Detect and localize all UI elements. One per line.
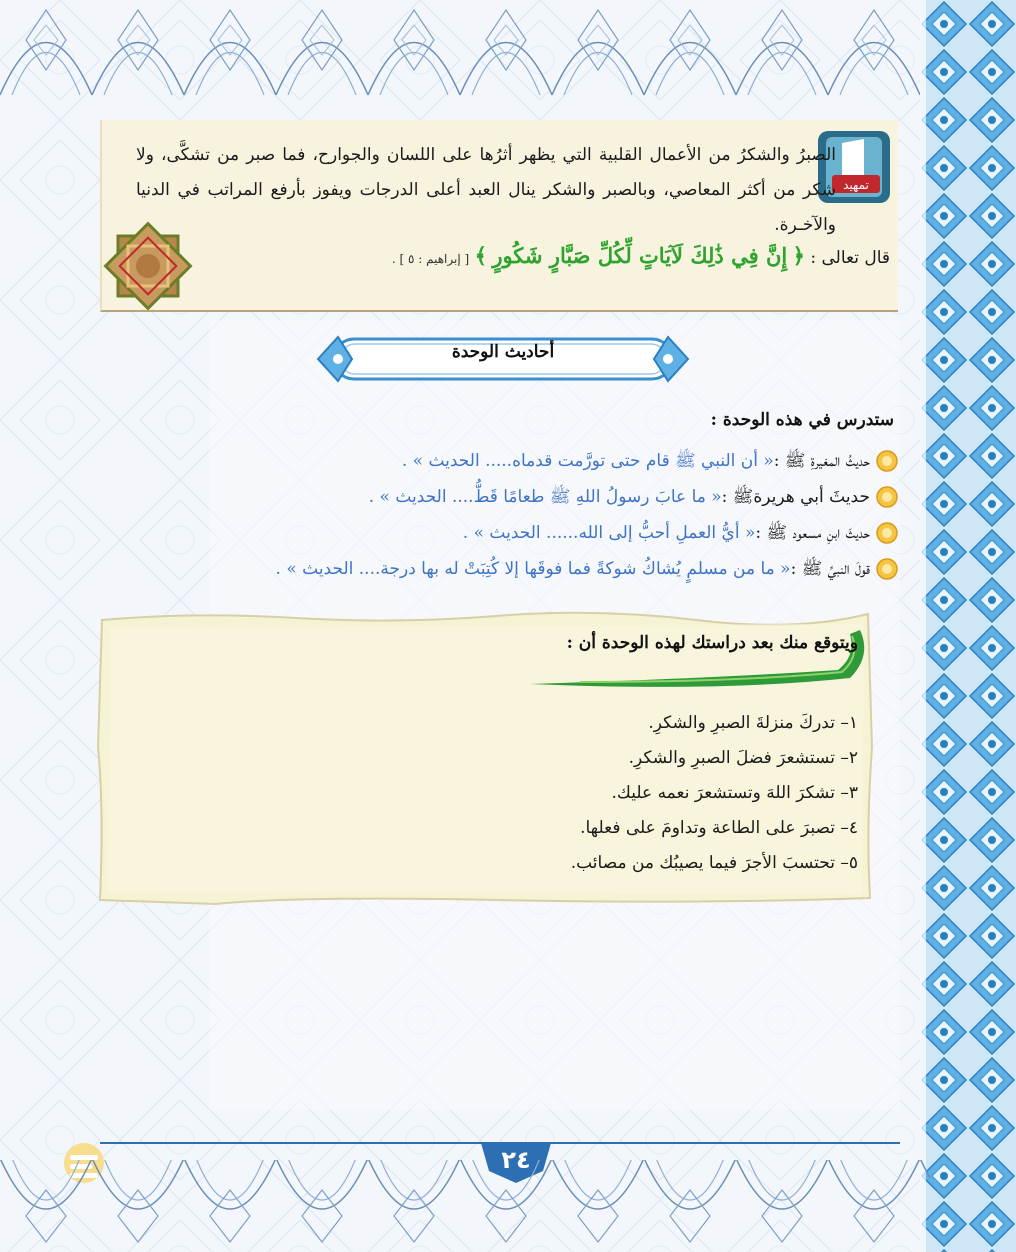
star-bullet-icon: [876, 522, 898, 544]
hadith-prefix: حديثُ المغيرةِ ﷺ :: [773, 451, 870, 471]
hadith-quote: « ما من مسلمٍ يُشاكُ شوكةً فما فوقَها إلا كُتِبَتْ له بها درجة.... الحديث » .: [275, 559, 791, 579]
intro-icon-label: تمهيد: [843, 178, 869, 192]
list-item: ٢– تستشعرَ فضلَ الصبرِ والشكرِ.: [628, 748, 858, 768]
objectives-heading: ويتوقع منك بعد دراستك لهذه الوحدة أن :: [566, 633, 858, 653]
verse-line: [392, 243, 890, 268]
verse-intro: قال تعالى :: [810, 248, 890, 268]
intro-paragraph: [136, 138, 836, 243]
list-item: [276, 479, 898, 515]
hadith-list: [276, 443, 898, 587]
list-item: ٥– تحتسبَ الأجرَ فيما يصيبُك من مصائب.: [570, 853, 858, 873]
list-item: ٣– تشكرَ اللهَ وتستشعرَ نعمه عليك.: [611, 783, 858, 803]
banner-title: أحاديث الوحدة: [451, 342, 555, 362]
list-item: [276, 515, 898, 551]
list-item: [276, 551, 898, 587]
octagram-ornament: [98, 216, 198, 316]
study-heading: ستدرس في هذه الوحدة :: [710, 410, 894, 430]
list-item: [276, 443, 898, 479]
verse-reference: [ إبراهيم : ٥ ] .: [391, 252, 470, 266]
hadith-prefix: قولَ النبيِّ ﷺ :: [790, 559, 870, 579]
star-bullet-icon: [876, 558, 898, 580]
hadith-quote: « أيُّ العملِ أحبُّ إلى الله...... الحديث » .: [462, 523, 756, 543]
right-ornament-border: [920, 0, 1016, 1252]
verse-close-bracket: ﴾: [474, 243, 487, 268]
star-bullet-icon: [876, 450, 898, 472]
quran-verse: إِنَّ فِي ذَٰلِكَ لَآيَاتٍ لِّكُلِّ صَبَّارٍ شَكُورٍ: [492, 243, 788, 268]
bottom-ornament-border: [0, 1150, 930, 1252]
verse-open-bracket: ﴿: [792, 243, 805, 268]
hadith-prefix: حديثَ أبي هريرةﷺ :: [721, 487, 870, 507]
objectives-list: [571, 708, 858, 883]
star-bullet-icon: [876, 486, 898, 508]
top-ornament-border: [0, 0, 930, 100]
list-item: ٤– تصبرَ على الطاعة وتداومَ على فعلها.: [580, 818, 858, 838]
hadith-quote: « ما عابَ رسولُ اللهِ ﷺ طعامًا قَطُّ.... الحديث » .: [368, 487, 722, 507]
intro-paragraph-text: الصبرُ والشكرُ من الأعمال القلبية التي يظهر أثرُها على اللسان والجوارح، فما صبر من تشكَّى، ولا شكر من أكثر المعاصي، وبالصبر والشكر ينال العبد أعلى الدرجات ويفوز بأرفع المراتب في الدنيا والآخـرة.: [136, 145, 836, 235]
hadith-quote: « أن النبي ﷺ قام حتى تورَّمت قدماه..... الحديث » .: [401, 451, 774, 471]
hadith-prefix: حديثَ ابنِ مسعود ﷺ :: [755, 523, 870, 543]
list-item: ١– تدركَ منزلةَ الصبرِ والشكرِ.: [648, 713, 858, 733]
